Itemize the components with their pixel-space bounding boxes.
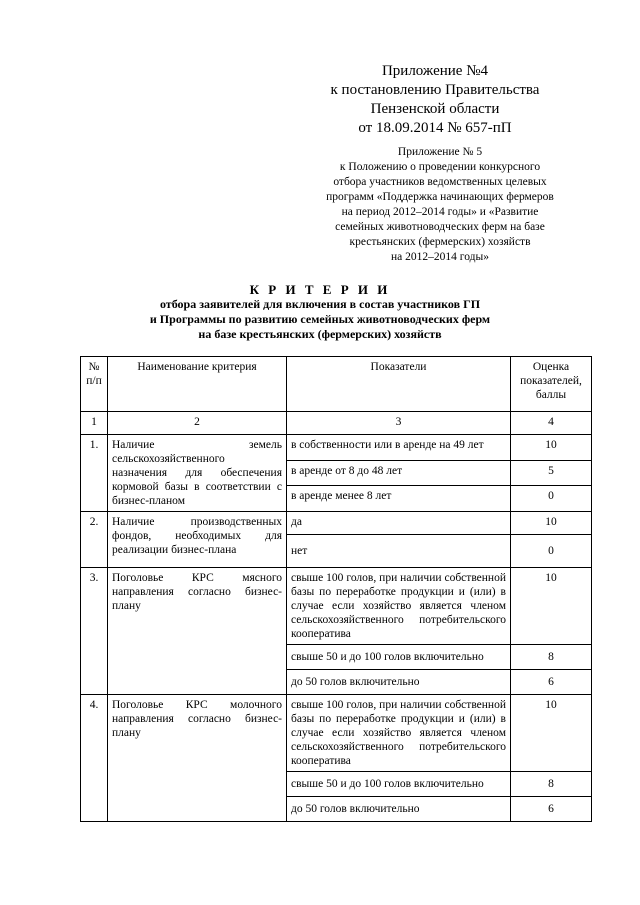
criteria-table bbox=[80, 356, 592, 822]
indicator-text: свыше 50 и до 100 голов включительно bbox=[287, 645, 511, 670]
appendix-5-line: Приложение № 5 bbox=[397, 146, 483, 158]
table-row bbox=[81, 695, 592, 772]
indicator-text: свыше 100 голов, при наличии собственной базы по переработке продукции и (или) в случае если хозяйство является членом сельскохозяйственного потребительского кооператива bbox=[287, 695, 511, 772]
criterion-name: Наличие производственных фондов, необходимых для реализации бизнес-плана bbox=[108, 512, 287, 568]
row-num: 4. bbox=[81, 695, 108, 822]
criterion-name: Поголовье КРС молочного направления согласно бизнес-плану bbox=[108, 695, 287, 822]
indicator-score: 8 bbox=[511, 772, 592, 797]
appendix-5-line: отбора участников ведомственных целевых bbox=[333, 176, 547, 188]
appendix-4-line: от 18.09.2014 № 657-пП bbox=[358, 120, 512, 136]
appendix-4-line: Приложение №4 bbox=[381, 63, 489, 79]
title-line: и Программы по развитию семейных животноводческих ферм bbox=[149, 312, 491, 326]
header-score: Оценка показателей, баллы bbox=[511, 357, 592, 412]
indicator-text: до 50 голов включительно bbox=[287, 670, 511, 695]
header-name: Наименование критерия bbox=[108, 357, 287, 412]
indicator-score: 0 bbox=[511, 535, 592, 568]
indicator-text: да bbox=[287, 512, 511, 535]
indicator-score: 10 bbox=[511, 695, 592, 772]
column-number: 2 bbox=[108, 412, 287, 435]
table-row bbox=[81, 568, 592, 645]
title-line: на базе крестьянских (фермерских) хозяйств bbox=[198, 327, 442, 341]
indicator-text: в собственности или в аренде на 49 лет bbox=[287, 435, 511, 461]
column-number: 1 bbox=[81, 412, 108, 435]
table-row bbox=[81, 512, 592, 535]
appendix-4-header bbox=[330, 62, 540, 138]
document-title bbox=[80, 282, 560, 342]
indicator-score: 10 bbox=[511, 435, 592, 461]
header-indicators: Показатели bbox=[287, 357, 511, 412]
appendix-5-line: крестьянских (фермерских) хозяйств bbox=[349, 236, 531, 248]
indicator-text: свыше 50 и до 100 голов включительно bbox=[287, 772, 511, 797]
appendix-5-line: семейных животноводческих ферм на базе bbox=[335, 221, 545, 233]
indicator-score: 5 bbox=[511, 460, 592, 486]
header-num: № п/п bbox=[81, 357, 108, 412]
indicator-text: нет bbox=[287, 535, 511, 568]
column-number: 3 bbox=[287, 412, 511, 435]
indicator-text: в аренде менее 8 лет bbox=[287, 486, 511, 512]
column-number-row bbox=[81, 412, 592, 435]
criterion-name: Поголовье КРС мясного направления согласно бизнес-плану bbox=[108, 568, 287, 695]
criterion-name: Наличие земель сельскохозяйственного назначения для обеспечения кормовой базы в соответствии с бизнес-планом bbox=[108, 435, 287, 512]
appendix-4-line: к постановлению Правительства bbox=[330, 82, 540, 98]
indicator-score: 6 bbox=[511, 797, 592, 822]
indicator-score: 6 bbox=[511, 670, 592, 695]
indicator-text: до 50 голов включительно bbox=[287, 797, 511, 822]
indicator-score: 8 bbox=[511, 645, 592, 670]
row-num: 2. bbox=[81, 512, 108, 568]
title-word: К Р И Т Е Р И И bbox=[249, 282, 391, 297]
table-header-row bbox=[81, 357, 592, 412]
row-num: 1. bbox=[81, 435, 108, 512]
indicator-text: в аренде от 8 до 48 лет bbox=[287, 460, 511, 486]
appendix-5-line: на период 2012–2014 годы» и «Развитие bbox=[341, 206, 539, 218]
appendix-4-line: Пензенской области bbox=[370, 101, 500, 117]
row-num: 3. bbox=[81, 568, 108, 695]
appendix-5-header bbox=[320, 145, 560, 265]
indicator-score: 0 bbox=[511, 486, 592, 512]
title-line: отбора заявителей для включения в состав участников ГП bbox=[159, 297, 481, 311]
table-row bbox=[81, 435, 592, 461]
appendix-5-line: на 2012–2014 годы» bbox=[391, 251, 489, 263]
indicator-score: 10 bbox=[511, 568, 592, 645]
column-number: 4 bbox=[511, 412, 592, 435]
appendix-5-line: к Положению о проведении конкурсного bbox=[339, 161, 541, 173]
appendix-5-line: программ «Поддержка начинающих фермеров bbox=[326, 191, 554, 203]
indicator-score: 10 bbox=[511, 512, 592, 535]
indicator-text: свыше 100 голов, при наличии собственной базы по переработке продукции и (или) в случае если хозяйство является членом сельскохозяйственного потребительского кооператива bbox=[287, 568, 511, 645]
